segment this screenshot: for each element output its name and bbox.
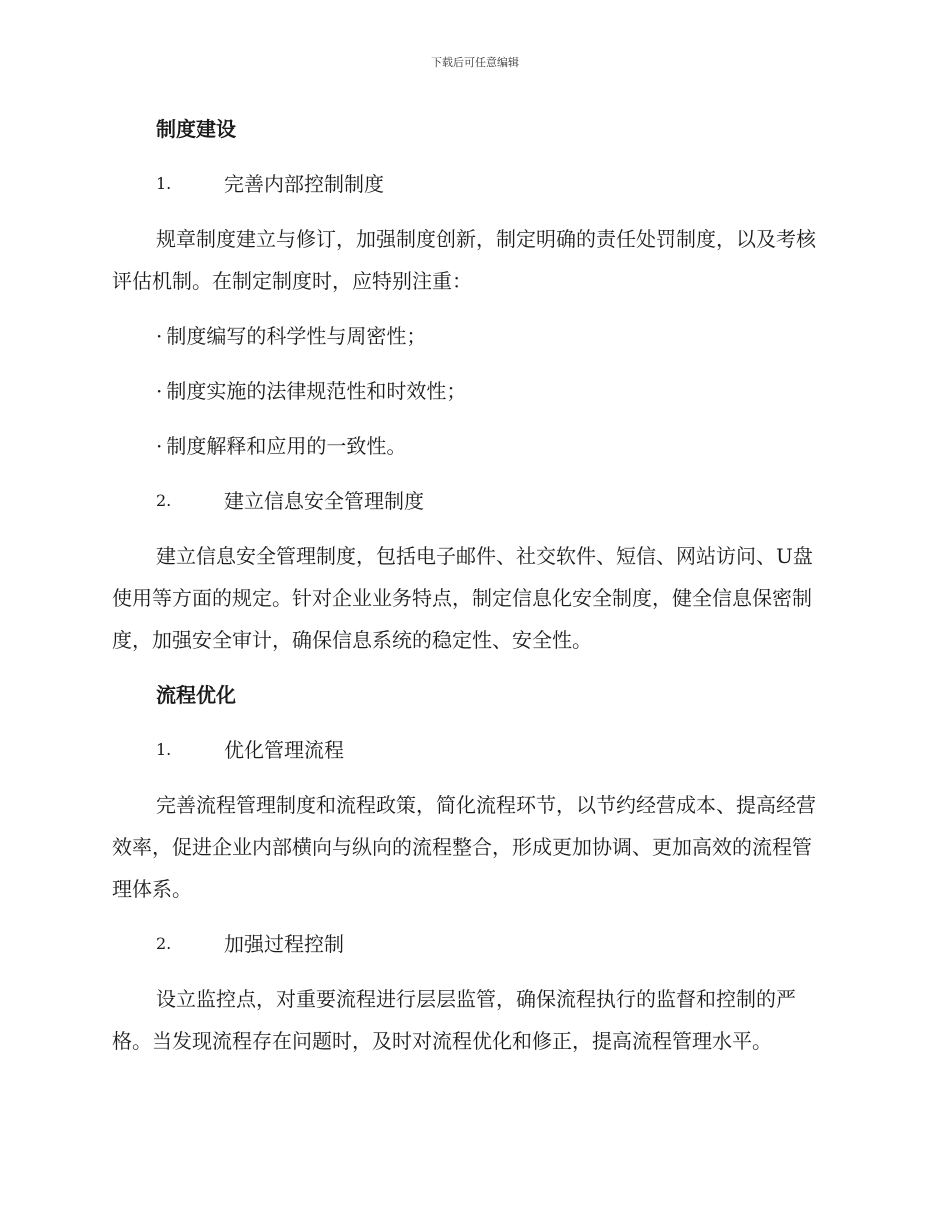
section-heading: 制度建设 [156,117,236,141]
paragraph: 完善流程管理制度和流程政策，简化流程环节，以节约经营成本、提高经营效率，促进企业内部横向与纵向的流程整合，形成更加协调、更加高效的流程管理体系。 [112,793,816,901]
item-number: 1. [156,174,172,193]
document-body [112,108,830,1075]
numbered-item [112,923,830,965]
paragraph: 设立监控点，对重要流程进行层层监管，确保流程执行的监督和控制的严格。当发现流程存在问题时，及时对流程优化和修正，提高流程管理水平。 [112,987,796,1053]
paragraph: 规章制度建立与修订，加强制度创新，制定明确的责任处罚制度，以及考核评估机制。在制定制度时，应特别注重： [112,227,816,293]
paragraph: 建立信息安全管理制度，包括电子邮件、社交软件、短信、网站访问、U盘使用等方面的规定。针对企业业务特点，制定信息化安全制度，健全信息保密制度，加强安全审计，确保信息系统的稳定性、安全性。 [112,544,813,652]
section-heading: 流程优化 [156,683,236,707]
bullet-item [112,370,830,412]
item-title: 建立信息安全管理制度 [224,489,424,513]
numbered-item [112,480,830,522]
bullet-icon: · [156,434,163,458]
item-number: 2. [156,934,172,953]
numbered-item [112,729,830,771]
bullet-item [112,315,830,357]
bullet-text: 制度实施的法律规范性和时效性； [166,379,467,403]
bullet-item [112,425,830,467]
numbered-item [112,163,830,205]
item-number: 2. [156,491,172,510]
page-header: 下载后可任意编辑 [431,56,519,69]
bullet-text: 制度编写的科学性与周密性； [166,324,427,348]
item-title: 完善内部控制制度 [224,172,384,196]
item-number: 1. [156,740,172,759]
bullet-icon: · [156,324,163,348]
bullet-icon: · [156,379,163,403]
bullet-text: 制度解释和应用的一致性。 [166,434,407,458]
item-title: 优化管理流程 [224,738,344,762]
item-title: 加强过程控制 [224,932,344,956]
